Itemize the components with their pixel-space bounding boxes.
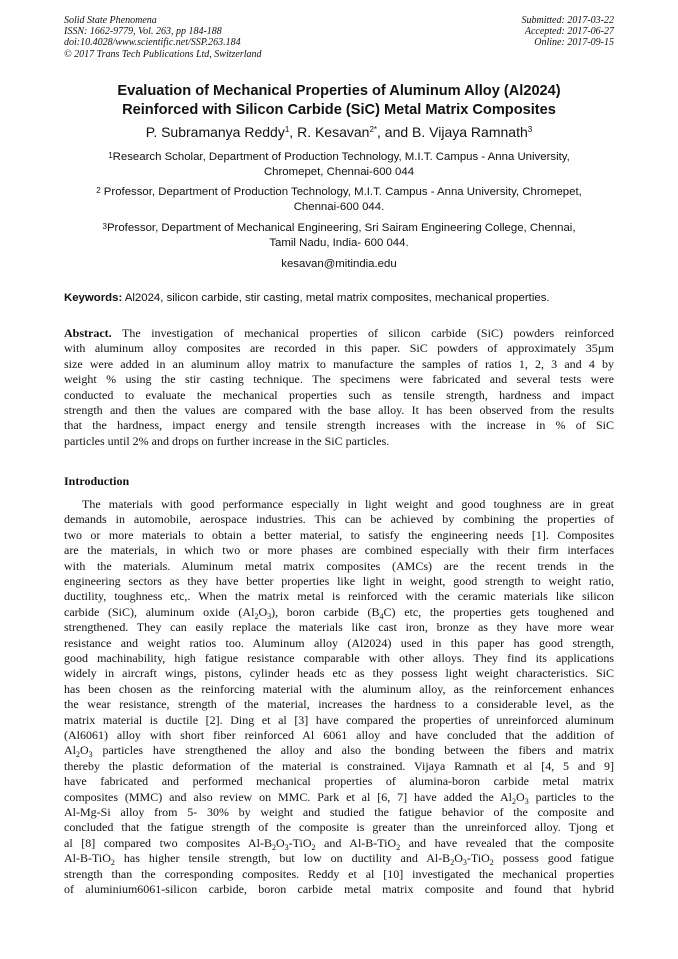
intro-line: widely in aircraft wings, pistons, cylinder heads etc as they possess light weight characteristics. SiC xyxy=(64,666,614,681)
intro-line: strength than the corresponding composites. Reddy et al [10] investigated the mechanical properties xyxy=(64,866,614,881)
intro-line: strengthened. They can easily replace the materials like cast iron, bronze as they have more wear xyxy=(64,620,614,635)
accepted-date: Accepted: 2017-06-27 xyxy=(524,26,614,38)
affiliation-3 xyxy=(70,221,608,251)
intro-line: thereby the plastic deformation of the material is constrained. Vijaya Ramnath et al [4, 5 and 9] xyxy=(64,758,614,773)
abstract-line: particles until 2% and drops on further increase in the SiC particles. xyxy=(64,433,390,448)
copyright: © 2017 Trans Tech Publications Ltd, Switzerland xyxy=(64,48,262,60)
section-heading-introduction: Introduction xyxy=(64,474,130,488)
affiliation-mark: 3 xyxy=(102,222,107,231)
affiliation-2 xyxy=(70,185,608,215)
affiliation-text: Tamil Nadu, India- 600 044. xyxy=(269,237,409,249)
intro-line: composites (MMC) and also review on MMC. Park et al [6, 7] have added the $Al_2O_3$ particles to the xyxy=(64,789,615,806)
journal-name: Solid State Phenomena xyxy=(64,15,157,26)
intro-line: demands in automobile, aerospace industries. This can be achieved by combining the properties of xyxy=(64,512,614,527)
abstract-line: weight % using the stir casting technique. The specimens were fabricated and several tests were xyxy=(64,372,614,387)
intro-line: Al-B-TiO$_2$ has higher tensile strength, but low on ductility and $Al-B_2O_3-TiO_2$ possess good fatigue xyxy=(64,851,614,868)
intro-line: of aluminium6061-silicon carbide, boron carbide metal matrix composite and found that hybrid xyxy=(64,882,614,896)
abstract-line: conducted to evaluate the mechanical properties such as tensile strength, hardness and impact xyxy=(64,387,614,402)
abstract-line: Abstract. The investigation of mechanical properties of silicon carbide (SiC) powders reinforced xyxy=(64,326,614,340)
intro-line: with the materials. Aluminum metal matrix composites (AMCs) are the recent trends in the xyxy=(64,558,614,573)
dates-header xyxy=(522,15,615,49)
abstract-line: that the hardness, impact energy and tensile strength increases with the increase in % of SiC xyxy=(64,418,614,433)
affiliation-text: Chromepet, Chennai-600 044 xyxy=(263,166,415,178)
abstract-line: strength and then the values are compared with the base alloy. It has been observed from the results xyxy=(64,403,614,417)
intro-line: engineering sectors as they have better properties like light in weight, good strength to weight ratio, xyxy=(64,574,614,588)
keywords-text: Al2024, silicon carbide, stir casting, metal matrix composites, mechanical properties. xyxy=(122,292,550,304)
intro-line: ductility, toughness etc,. When the matrix metal is reinforced with the ceramic materials like silicon xyxy=(64,589,614,604)
author-3-affiliation-mark: 3 xyxy=(527,125,533,134)
author-1-affiliation-mark: 1 xyxy=(284,125,290,134)
intro-line: al [8] compared two composites $Al-B_2O_3-TiO_2$ and Al-B-TiO$_2$ and have revealed that the composite xyxy=(64,835,614,852)
author-2: R. Kesavan xyxy=(297,124,370,140)
affiliation-text: Professor, Department of Production Technology, M.I.T. Campus - Anna University, Chromepet, xyxy=(100,186,582,198)
author-3: B. Vijaya Ramnath xyxy=(412,124,528,140)
affiliation-mark: 1 xyxy=(108,151,113,160)
intro-line: The materials with good performance especially in light weight and good toughness are in great xyxy=(82,497,614,511)
author-separator: , and xyxy=(377,124,413,140)
affiliation-text: Chennai-600 044. xyxy=(293,201,385,213)
intro-line: have fabricated and performed mechanical properties of alumina-boron carbide metal matrix xyxy=(64,774,614,789)
abstract-label: Abstract. xyxy=(64,326,112,340)
intro-line: carbide (SiC), aluminum oxide $(Al_2O_3)$, boron carbide $(B_4C)$ etc, the properties gets toughened and xyxy=(64,604,614,621)
affiliation-mark: 2 xyxy=(96,186,101,195)
issn: ISSN: 1662-9779, Vol. 263, pp 184-188 xyxy=(64,26,222,38)
intro-line: $Al_2O_3$ particles have strengthened the alloy and also the bonding between the fibers and matrix xyxy=(64,743,614,760)
keywords xyxy=(64,291,616,306)
paper-title xyxy=(40,82,638,120)
author-2-affiliation-mark: 2* xyxy=(369,125,378,134)
abstract-line: with aluminum alloy composites are recorded in this paper. SiC powders of approximately 35µm xyxy=(64,341,614,356)
journal-header xyxy=(64,15,262,60)
online-date: Online: 2017-09-15 xyxy=(534,37,614,49)
abstract-line: size were added in an aluminum alloy matrix to manufacture the samples of ratios 1, 2, 3 and 4 by xyxy=(64,356,614,371)
intro-line: good machinability, high fatigue resistance comparable with other alloys. They find its applications xyxy=(64,651,614,665)
keywords-label: Keywords: xyxy=(64,292,123,304)
intro-line: two or more materials to obtain a better material, to satisfy the engineering needs [1]. Composites xyxy=(64,527,614,542)
intro-line: the wear resistance, strength of the material, increases the hardness to a considerable level, as the xyxy=(64,697,614,712)
title-line-2: Reinforced with Silicon Carbide (SiC) Metal Matrix Composites xyxy=(122,102,556,118)
affiliation-1 xyxy=(70,150,608,180)
intro-line: resistance and weight ratios too. Aluminum alloy (Al2024) used in this paper has good strength, xyxy=(64,635,614,650)
author-separator: , xyxy=(289,124,298,140)
affiliation-text: Research Scholar, Department of Production Technology, M.I.T. Campus - Anna University, xyxy=(112,151,570,163)
intro-line: matrix material is ductile [2]. Ding et al [3] have compared the properties of unreinforced aluminum xyxy=(64,712,614,727)
doi: doi:10.4028/www.scientific.net/SSP.263.184 xyxy=(64,37,241,49)
intro-line: are the materials, in which two or more phases are combined especially with their firm interfaces xyxy=(64,543,614,558)
title-line-1: Evaluation of Mechanical Properties of Aluminum Alloy (Al2024) xyxy=(117,83,561,99)
intro-line: has been chosen as the reinforcing material with the aluminum alloy, as the reinforcement enhances xyxy=(64,681,614,696)
submitted-date: Submitted: 2017-03-22 xyxy=(521,15,614,26)
intro-line: concluded that the fatigue strength of the composite is greater than the unreinforced alloy. Tjong et xyxy=(64,820,614,835)
corresponding-email[interactable]: kesavan@mitindia.edu xyxy=(281,258,397,270)
affiliation-text: Professor, Department of Mechanical Engineering, Sri Sairam Engineering College, Chennai, xyxy=(106,222,576,234)
author-1: P. Subramanya Reddy xyxy=(145,124,285,140)
intro-line: (Al6061) alloy with short fiber reinforced Al 6061 alloy and have concluded that the addition of xyxy=(64,728,614,742)
intro-line: Al-Mg-Si alloy from 5- 30% by weight and studied the fatigue behavior of the composite and xyxy=(64,805,614,819)
author-list xyxy=(40,123,638,141)
